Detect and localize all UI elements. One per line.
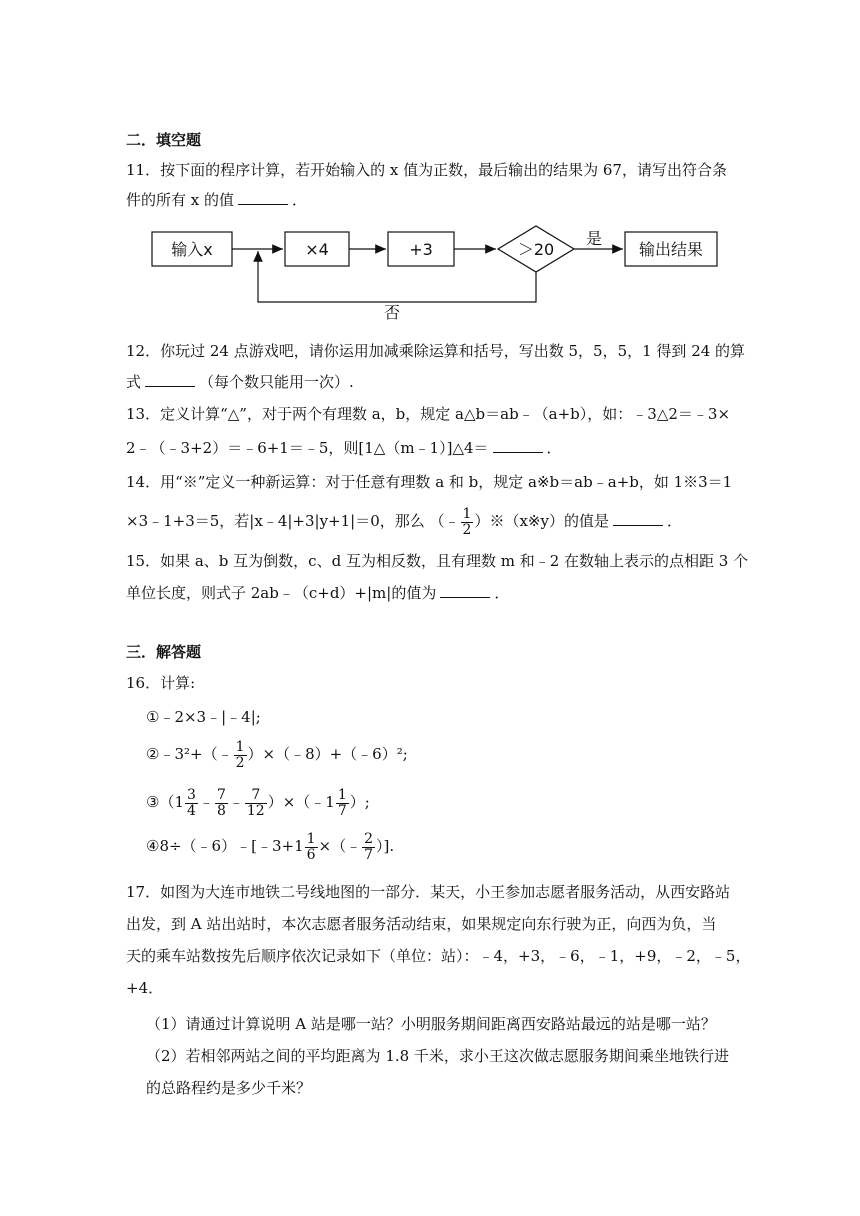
q14-line1: 14．用“※”定义一种新运算：对于任意有理数 a 和 b，规定 a※b＝ab﹣a+b，如 1※3＝1 — [126, 473, 733, 491]
flowchart-no-label: 否 — [383, 303, 401, 320]
q16-part3-fraction-4 — [336, 788, 349, 819]
q16-part3-b: ）×（﹣1 — [267, 793, 335, 811]
q16-part3-f1-num: 3 — [187, 786, 196, 803]
q16-part2-fraction — [234, 740, 247, 771]
q16-part4-a: ④8÷（﹣6）﹣[﹣3+1 — [146, 837, 304, 855]
q14-line2-mid: ）※（x※y）的值是 — [474, 512, 609, 530]
q14-line2-text: ×3﹣1+3＝5，若|x﹣4|+3|y+1|＝0，那么 （﹣ — [126, 512, 460, 530]
q16-part4-f1-num: 1 — [306, 830, 316, 847]
q13-answer-blank[interactable] — [493, 438, 543, 453]
q17-sub2-line2: 的总路程约是多少千米？ — [146, 1079, 312, 1097]
section-title-solve: 三．解答题 — [126, 643, 202, 661]
q16-part3-c: ）; — [349, 793, 370, 811]
q16-part4-b: ×（﹣ — [318, 837, 362, 855]
q16-part3-fraction-3 — [245, 788, 267, 819]
q13-line2-end: ． — [546, 439, 562, 457]
q16-part4-fraction-2 — [362, 832, 375, 863]
q16-part2-b: ）×（﹣8）+（﹣6）²; — [247, 745, 408, 763]
q16-part2-fraction-den: 2 — [235, 754, 245, 771]
q16-part3-f3-den: 12 — [246, 802, 265, 819]
q13-line1: 13．定义计算“△”，对于两个有理数 a，b，规定 a△b＝ab﹣（a+b），如：﹣3△2＝﹣3× — [126, 405, 731, 423]
q17-line4: +4． — [126, 979, 164, 997]
q12-line2-end: （每个数只能用一次）. — [199, 373, 354, 391]
q16-part3-fraction-1 — [185, 788, 198, 819]
q12-answer-blank[interactable] — [145, 372, 195, 387]
section-title-fill-blank: 二．填空题 — [126, 131, 202, 149]
q16-part2-fraction-num: 1 — [235, 738, 245, 755]
q17-sub2-line1: （2）若相邻两站之间的平均距离为 1.8 千米，求小王这次做志愿服务期间乘坐地铁行进 — [146, 1047, 729, 1065]
q16-part4-f1-den: 6 — [306, 846, 316, 863]
q13-line2-text: 2﹣（﹣3+2）＝﹣6+1＝﹣5，则[1△（m﹣1）]△4＝ — [126, 439, 489, 457]
q12-line1: 12．你玩过 24 点游戏吧，请你运用加减乘除运算和括号，写出数 5，5，5，1 得到 24 的算 — [126, 342, 746, 360]
q16-part2-a: ②﹣3²+（﹣ — [146, 745, 233, 763]
q11-line2 — [126, 190, 307, 210]
q16-part2 — [146, 737, 408, 771]
q16-part3-a: ③（1 — [146, 793, 184, 811]
q14-line2 — [126, 504, 682, 538]
q14-fraction — [461, 507, 474, 538]
flowchart-loop-arrow — [258, 251, 536, 302]
q15-line1: 15．如果 a、b 互为倒数，c、d 互为相反数，且有理数 m 和﹣2 在数轴上表示的点相距 3 个 — [126, 552, 749, 570]
q17-line3: 天的乘车站数按先后顺序依次记录如下（单位：站）：﹣4，+3，﹣6，﹣1，+9，﹣2，﹣5， — [126, 947, 751, 965]
q14-answer-blank[interactable] — [613, 511, 663, 526]
q16-intro: 16．计算: — [126, 674, 196, 692]
q17-sub1: （1）请通过计算说明 A 站是哪一站？小明服务期间距离西安路站最远的站是哪一站？ — [146, 1015, 716, 1033]
flowchart-condition-label: ＞20 — [517, 240, 555, 259]
q14-line2-end: ． — [666, 512, 682, 530]
q16-part3-minus-2: ﹣ — [228, 793, 244, 811]
flowchart-multiply-label: ×4 — [305, 240, 329, 259]
q16-part4-f2-num: 2 — [364, 830, 374, 847]
flowchart-output-label: 输出结果 — [638, 240, 704, 259]
q16-part3 — [146, 785, 370, 819]
q11-line1: 11．按下面的程序计算，若开始输入的 x 值为正数，最后输出的结果为 67，请写出符合条 — [126, 161, 727, 179]
q15-answer-blank[interactable] — [440, 583, 490, 598]
q11-line2-text: 件的所有 x 的值 — [126, 191, 234, 209]
q16-part3-f1-den: 4 — [187, 802, 196, 819]
q17-line1: 17．如图为大连市地铁二号线地图的一部分．某天，小王参加志愿者服务活动，从西安路站 — [126, 883, 731, 901]
q16-part3-f4-num: 1 — [337, 786, 347, 803]
q11-answer-blank[interactable] — [238, 190, 288, 205]
q16-part4-fraction-1 — [305, 832, 318, 863]
q16-part3-f4-den: 7 — [337, 802, 347, 819]
q16-part4-f2-den: 7 — [364, 846, 374, 863]
q16-part3-f2-den: 8 — [216, 802, 226, 819]
flowchart-input-label: 输入x — [171, 240, 213, 259]
q16-part4 — [146, 829, 394, 863]
q16-part4-c: ）]. — [376, 837, 395, 855]
q15-line2 — [126, 583, 509, 603]
q15-line2-end: ． — [494, 584, 510, 602]
q16-part3-f2-num: 7 — [216, 786, 226, 803]
flowchart-yes-label: 是 — [585, 229, 603, 248]
q12-line2 — [126, 372, 354, 392]
q16-part1: ①﹣2×3﹣|﹣4|; — [146, 708, 261, 726]
q16-part3-fraction-2 — [215, 788, 228, 819]
flowchart — [140, 220, 740, 320]
q13-line2 — [126, 438, 562, 458]
q11-line2-end: ． — [292, 191, 308, 209]
q16-part3-minus-1: ﹣ — [198, 793, 214, 811]
q17-line2: 出发，到 A 站出站时，本次志愿者服务活动结束，如果规定向东行驶为正，向西为负，当 — [126, 915, 717, 933]
flowchart-add-label: +3 — [409, 240, 433, 259]
q15-line2-text: 单位长度，则式子 2ab﹣（c+d）+|m|的值为 — [126, 584, 437, 602]
q14-fraction-den: 2 — [462, 521, 472, 538]
q14-fraction-num: 1 — [462, 505, 472, 522]
q16-part3-f3-num: 7 — [245, 788, 267, 804]
q12-line2-text: 式 — [126, 373, 142, 391]
